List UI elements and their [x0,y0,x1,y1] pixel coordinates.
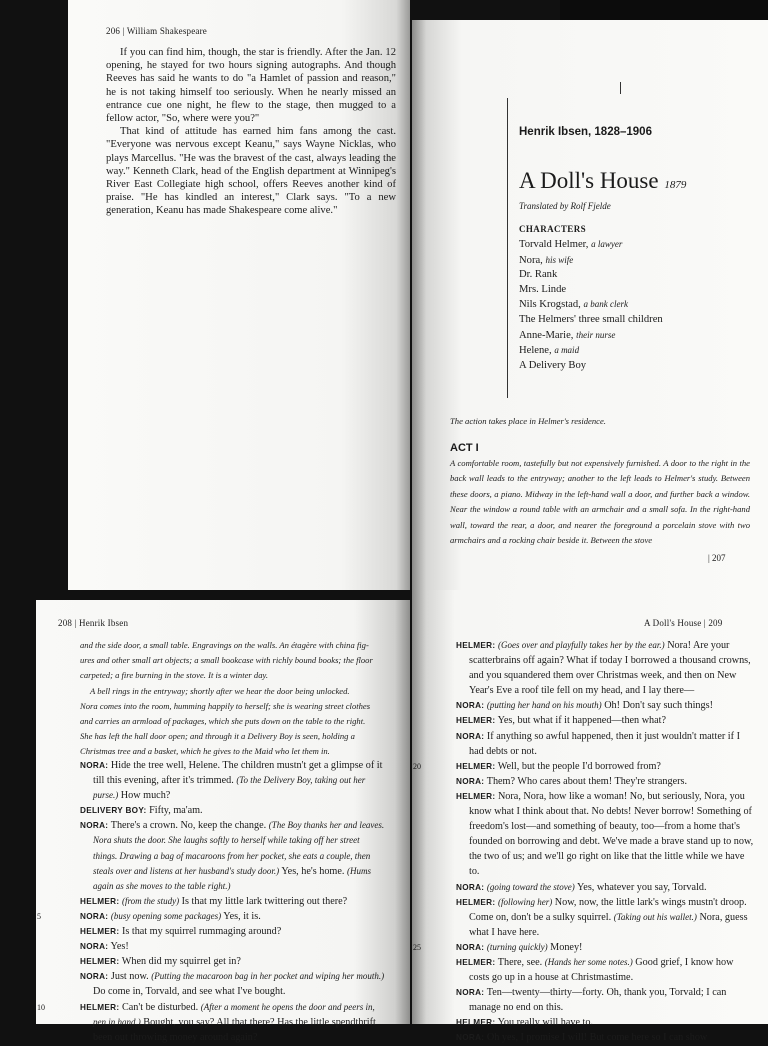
scan-mark [620,82,621,94]
speech-text: Is that my squirrel rummaging around? [121,926,282,938]
speech-text: Nora! [667,640,691,651]
speech-text: Yes! [110,941,129,953]
running-header: A Doll's House | 209 [644,618,723,628]
character-role: a bank clerk [583,299,628,310]
stage-direction-inline: (The Boy thanks her and leaves. Nora shuts the door. She laughs softly to herself while taking off her street things. Drawing a bag of macaroons from her pocket, she eats a couple, then steals over and listens at her husband's study door.) [93,820,385,876]
article-text [106,46,396,218]
character-name: The Helmers' three small children [519,313,663,325]
stage-direction-inline: (busy opening some packages) [110,910,222,921]
page-208 [36,600,410,1043]
speaker-name: NORA: [80,911,109,921]
character-entry [519,343,663,359]
speech-text: Them? Who cares about them! They're strangers. [486,775,688,787]
dialogue-line: 20 HELMER: Well, but the people I'd borrowed from? [413,760,661,772]
speaker-name: NORA: [456,942,485,952]
character-name: Dr. Rank [519,269,558,281]
speech-text: Yes, it is. [223,910,261,922]
speaker-name: HELMER: [456,957,496,967]
dialogue [37,758,386,1045]
play-title [519,168,686,194]
speech-text: Can't be disturbed. [121,1001,199,1013]
stage-direction-inline: (Hums again as she moves to the table right.) [93,865,371,891]
speech-text: If anything so awful happened, then it just wouldn't matter if I had debts or not. [469,730,740,757]
characters-heading: CHARACTERS [519,224,587,234]
stage-line: and carries an armload of packages, which she puts down on the table to the right. [80,716,366,727]
speaker-name: HELMER: [80,896,120,906]
character-name: Nils Krogstad, [519,299,581,311]
speech-text: Is that my little lark twittering out there? [181,895,348,907]
speaker-name: HELMER: [456,761,496,771]
character-name: Nora, [519,254,543,266]
character-role: a lawyer [591,239,623,249]
stage-direction-inline: (turning quickly) [486,941,548,952]
speaker-name: NORA: [456,882,485,892]
speaker-name: HELMER: [80,1002,120,1012]
dialogue-line [456,1015,756,1030]
dialogue-line: 5 NORA: (busy opening some packages) Yes, it is. [37,910,261,922]
title-year: 1879 [664,179,687,191]
act-heading: ACT I [450,442,479,454]
author-heading: Henrik Ibsen, 1828–1906 [519,126,652,138]
dialogue-line [456,985,756,1015]
character-name: Torvald Helmer, [519,239,589,250]
stage-line: Nora comes into the room, humming happily to herself; she is wearing street clothes [80,700,371,711]
speech-text: Are your scatterbrains off again? What if today I borrowed a thousand crowns, and you squandered them over Christmas week, and then on New Year's Eve a roof tile fell on my head, and I lay there— [469,640,751,697]
character-list [519,223,663,373]
character-role: their nurse [576,329,616,340]
speaker-name: HELMER: [456,716,496,726]
speaker-name: HELMER: [456,897,496,907]
stage-direction-inline: (After a moment he opens the door and peers in, pen in hand.) [93,1001,375,1027]
stage-direction-inline: (Taking out his wallet.) [613,911,697,922]
stage-direction: A comfortable room, tastefully but not expensively furnished. A door to the right in the back wall leads to the entryway; another to the left leads to Helmer's study. Between these doors, a piano. Midway in the left-hand wall a door, and further back a window. Near the window a round table with an armchair and a small sofa. In the right-hand wall, toward the rear, a door, and nearer the foreground a porcelain stove with two armchairs and a rocking chair beside it. Between the stove [450,458,750,546]
speech-text: Bought, you say? All that there? Has the little spendthrift been out throwing money around again? [93,1016,376,1043]
page-207 [412,20,768,596]
dialogue-line [80,803,386,818]
character-role: a maid [554,345,580,356]
speech-text: Money! [550,941,583,953]
stage-direction-inline: (Putting the macaroon bag in her pocket and wiping her mouth.) [151,971,385,982]
paragraph: That kind of attitude has earned him fans among the cast. "Everyone was nervous except Keanu," says Wayne Nicklas, who plays Marcellus. "He was the bravest of the cast, always leading the way." Kenneth Clark, head of the English department at Winnipeg's River East Collegiate high school, offers Reeves another kind of praise. "He has kindled an interest," Clark says. "To a new generation, Keanu has made Shakespeare come alive." [106,126,396,217]
speaker-name: HELMER: [456,791,496,801]
speech-text: Ten—twenty—thirty—forty. Oh, thank you, Torvald; I can manage no end on this. [469,987,727,1014]
dialogue-line [456,698,756,713]
stage-line: carpeted; a fire burning in the stove. It is a winter day. [80,670,269,681]
running-header: 206 | William Shakespeare [106,26,207,36]
speaker-name: NORA: [456,1033,485,1043]
title-rule [507,98,508,398]
dialogue-line: 10 HELMER: Can't be disturbed. (After a moment he opens the door and peers in, pen in hand.) Bought, you say? All that there? Has the little spendthrift been out throwing money around again? [37,1001,376,1043]
dialogue-line [80,954,386,969]
page-number: | 207 [708,553,726,563]
dialogue [413,638,756,1046]
speaker-name: NORA: [80,761,109,770]
character-entry [519,297,663,313]
speaker-name: HELMER: [456,1018,496,1028]
speech-text: Good grief, I know how costs go up in a house at Christmastime. [469,956,734,984]
speech-text: Nora, guess what I have here. [469,911,748,938]
page-206 [68,0,410,590]
stage-direction [80,638,386,760]
dialogue-line [456,729,756,759]
speaker-name: NORA: [456,776,485,786]
speech-text: Well, but the people I'd borrowed from? [497,760,661,772]
speech-text: There's a crown. No, keep the change. [110,820,267,832]
stage-direction-inline: (going toward the stove) [486,881,575,892]
paragraph: If you can find him, though, the star is friendly. After the Jan. 12 opening, he stayed for two hours signing autographs. And though Reeves has said he wants to do "a Hamlet of passion and reason," he is not taking himself too seriously. When he nearly missed an entrance cue one night, he flew to the stage, then mugged to a fellow actor, "So, where were you?" [106,47,396,125]
stage-direction-inline: (Goes over and playfully takes her by the ear.) [497,640,665,650]
stage-direction-inline: (To the Delivery Boy, taking out her purse.) [93,775,366,801]
character-entry [519,268,663,283]
title-text: A Doll's House [519,168,659,193]
speaker-name: NORA: [80,942,109,952]
dialogue-line [456,638,756,698]
setting-line: The action takes place in Helmer's residence. [450,416,606,426]
speech-text: Do come in, Torvald, and see what I've bought. [93,986,286,998]
character-entry [519,283,663,298]
stage-line: A bell rings in the entryway; shortly after we hear the door being unlocked. [90,685,350,696]
speech-text: Just now. [110,971,149,983]
dialogue-line: 25 NORA: (turning quickly) Money! [413,941,583,953]
speech-text: Hide the tree well, Helene. The children mustn't get a glimpse of it till this evening, after it's trimmed. [93,760,383,787]
dialogue-line [456,895,756,940]
speech-text: Yes, but what if it happened—then what? [497,715,667,727]
stage-direction-inline: (Hands her some notes.) [544,956,633,967]
dialogue-line [456,880,756,895]
character-entry [519,328,663,344]
speaker-name: HELMER: [456,641,496,650]
translator-line: Translated by Rolf Fjelde [519,201,611,211]
page-209 [412,590,768,1044]
speech-text: Nora, Nora, how like a woman! No, but seriously, Nora, you know what I think about that. No debts! Never borrow! Something of freedom's lost—and something of beauty, too—from a home that's founded on borrowing and debt. We've made a brave stand up to now, the two of us; and we'll go right on like that the little while we have to. [469,790,754,878]
stage-line: Christmas tree and a basket, which he gives to the Maid who let them in. [80,746,330,757]
speaker-name: NORA: [456,731,485,741]
speech-text: Now, now, the little lark's wings mustn't droop. Come on, don't be a sulky squirrel. [469,896,747,923]
speech-text: Fifty, ma'am. [149,805,203,817]
dialogue-line [456,1030,756,1045]
character-name: A Delivery Boy [519,359,587,371]
character-name: Mrs. Linde [519,283,567,295]
stage-direction-inline: (following her) [497,896,553,907]
stage-direction-inline: (from the study) [121,895,180,906]
running-header: 208 | Henrik Ibsen [58,618,129,628]
stage-line: ures and other small art objects; a small bookcase with richly bound books; the floor [80,655,373,666]
dialogue-line [456,774,756,789]
speaker-name: NORA: [80,821,109,831]
character-entry [519,313,663,328]
speech-text: Yes, he's home. [281,865,345,877]
dialogue-line [80,924,386,939]
dialogue-line [456,955,756,985]
stage-line: and the side door, a small table. Engravings on the walls. An étagère with china fig- [80,640,369,650]
speaker-name: NORA: [80,972,109,982]
stage-line: She has left the hall door open; and through it a Delivery Boy is seen, holding a [80,731,355,742]
speaker-name: NORA: [456,988,485,998]
speaker-name: HELMER: [80,927,120,937]
speaker-name: NORA: [456,701,485,711]
speech-text: How much? [120,790,171,802]
character-name: Anne-Marie, [519,329,574,341]
character-entry [519,253,663,269]
speech-text: There, see. [497,956,543,968]
dialogue-line [80,818,386,893]
speaker-name: DELIVERY BOY: [80,806,147,816]
speech-text: You really will have to. [497,1017,594,1029]
character-role: his wife [545,254,574,265]
dialogue-line [456,789,756,880]
speech-text: Yes, whatever you say, Torvald. [576,881,707,893]
speech-text: Oh yes, I promise I will! But come here so I can show [486,1032,708,1044]
dialogue-line [456,713,756,728]
character-name: Helene, [519,345,552,357]
speech-text: Oh! Don't say such things! [604,700,713,712]
speech-text: When did my squirrel get in? [121,956,241,968]
dialogue-line [80,758,386,803]
stage-direction-inline: (putting her hand on his mouth) [486,700,602,711]
character-entry [519,237,663,253]
character-entry [519,359,663,374]
speaker-name: HELMER: [80,957,120,967]
scan-shadow [560,0,768,22]
dialogue-line [80,894,386,909]
dialogue-line [80,969,386,999]
dialogue-line [80,939,386,954]
